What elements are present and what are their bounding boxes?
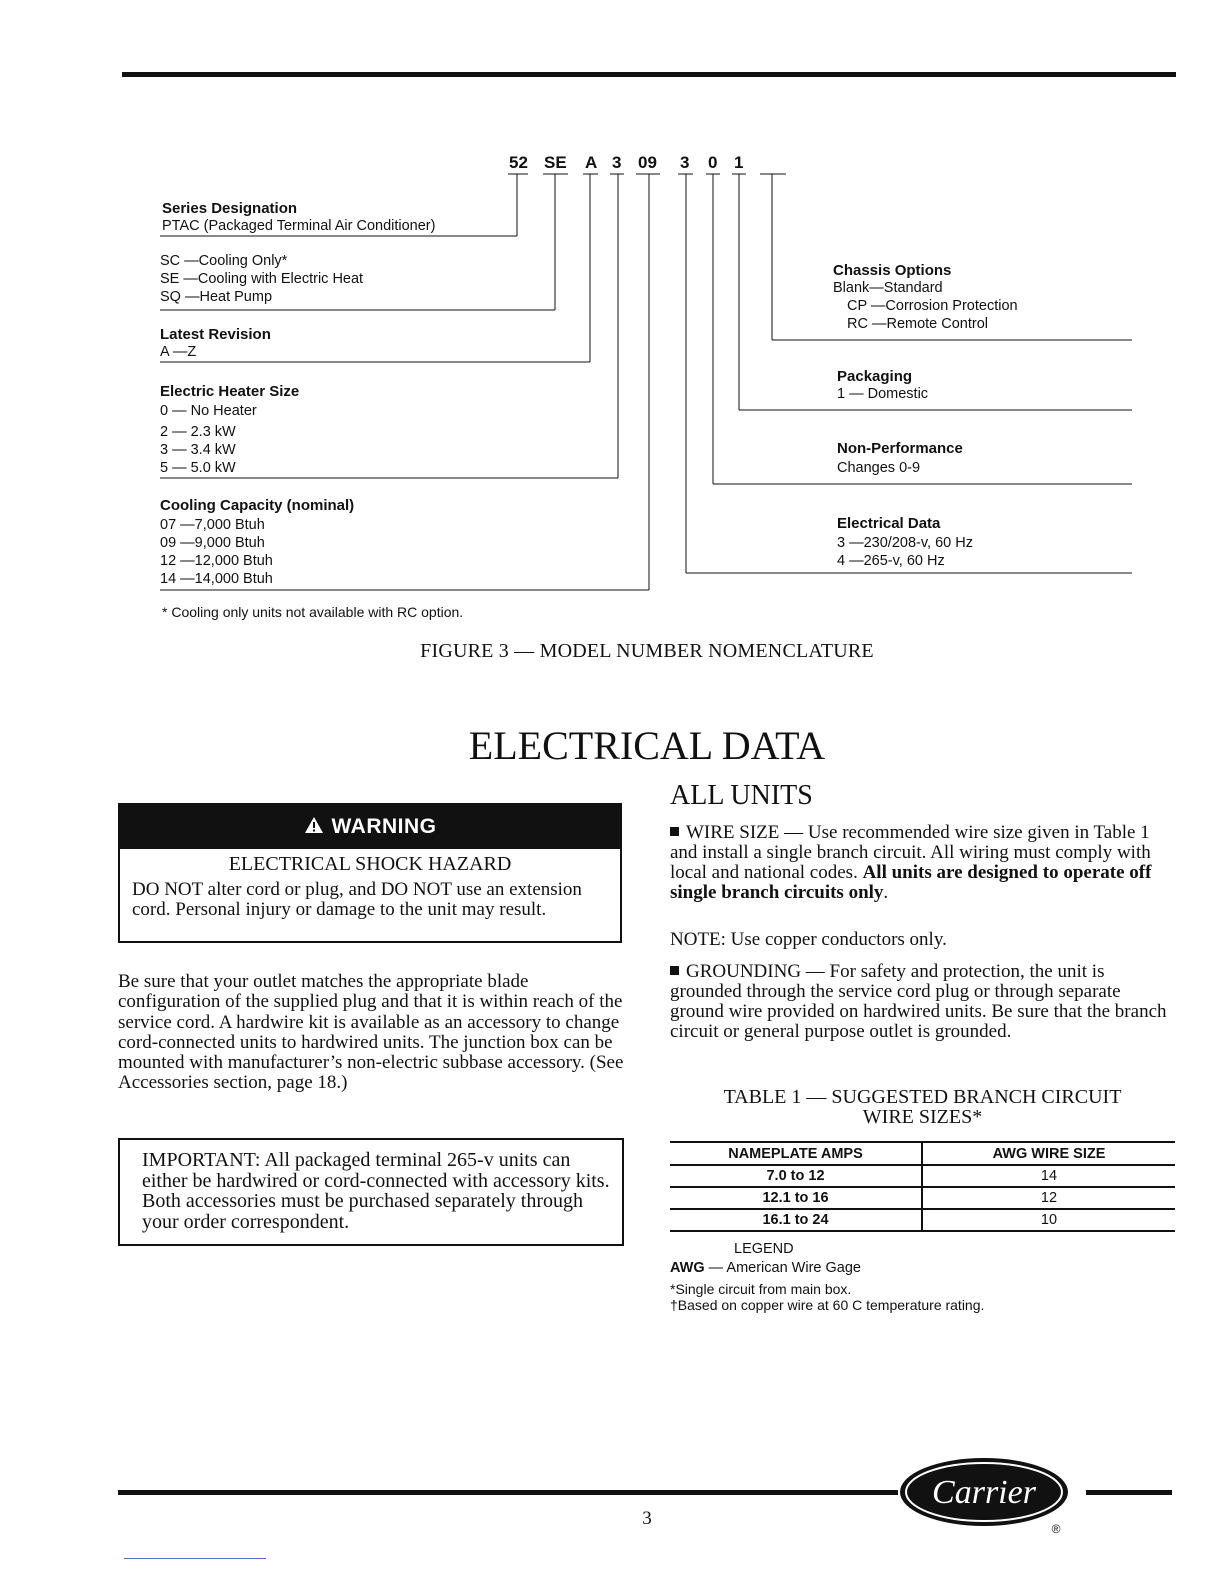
code-char: 3 <box>680 153 690 172</box>
table-cell: 7.0 to 12 <box>670 1165 922 1187</box>
heater-line: 5 — 5.0 kW <box>160 460 236 476</box>
nonperformance-line: Changes 0-9 <box>837 460 921 476</box>
heater-line: 3 — 3.4 kW <box>160 442 236 458</box>
electrical-line: 4 —265-v, 60 Hz <box>837 553 945 569</box>
wire-size-bold-text: All units are designed to operate off single branch circuits only <box>670 862 1152 903</box>
type-block <box>160 252 363 306</box>
legend-def: — American Wire Gage <box>708 1260 861 1276</box>
type-line: SQ —Heat Pump <box>160 289 273 305</box>
capacity-line: 07 —7,000 Btuh <box>160 517 265 533</box>
nonperformance-block <box>837 440 963 477</box>
heater-line: 2 — 2.3 kW <box>160 424 236 440</box>
warning-header <box>120 805 620 849</box>
chassis-line: RC —Remote Control <box>847 316 989 332</box>
warning-label: WARNING <box>331 815 437 838</box>
logo-text: Carrier <box>932 1474 1036 1511</box>
chassis-line: Blank—Standard <box>833 280 943 296</box>
heater-line: 0 — No Heater <box>160 403 257 419</box>
table-caption-line: TABLE 1 — SUGGESTED BRANCH CIRCUIT <box>723 1086 1122 1108</box>
legend-entry <box>670 1259 984 1278</box>
table-legend <box>670 1240 984 1313</box>
electrical-title: Electrical Data <box>837 515 941 532</box>
legend-title: LEGEND <box>734 1241 794 1257</box>
copper-note: NOTE: Use copper conductors only. <box>670 929 947 950</box>
bullet-icon <box>670 966 679 975</box>
all-units-heading: ALL UNITS <box>670 780 813 811</box>
electrical-data-block <box>837 515 973 570</box>
important-box: IMPORTANT: All packaged terminal 265-v units can either be hardwired or cord-connected with accessory kits. Both accessories must be purchased separately through your order correspondent. <box>118 1138 624 1246</box>
nomenclature-footnote: * Cooling only units not available with RC option. <box>162 604 464 620</box>
code-char: A <box>585 153 598 172</box>
table-note: *Single circuit from main box. <box>670 1281 852 1297</box>
nonperformance-title: Non-Performance <box>837 440 963 457</box>
warning-subtitle: ELECTRICAL SHOCK HAZARD <box>228 853 512 875</box>
capacity-line: 14 —14,000 Btuh <box>160 571 273 587</box>
wire-size-text: WIRE SIZE — Use recommended wire size given in Table 1 and install a single branch circuit. All wiring must comply with local and national codes. <box>670 822 1151 883</box>
capacity-block <box>160 497 354 588</box>
code-char: SE <box>544 153 567 172</box>
outlet-paragraph: Be sure that your outlet matches the appropriate blade configuration of the supplied plug and that it is within reach of the service cord. A hardwire kit is available as an accessory to change cord-connected units to hardwired units. The junction box can be mounted with manufacturer’s non-electric subbase accessory. (See Accessories section, page 18.) <box>118 971 624 1094</box>
type-line: SE —Cooling with Electric Heat <box>160 271 364 287</box>
chassis-block <box>833 262 1018 333</box>
section-title: ELECTRICAL DATA <box>468 723 826 768</box>
packaging-block <box>837 368 928 403</box>
table-note: †Based on copper wire at 60 C temperature rating. <box>670 1297 985 1313</box>
capacity-line: 09 —9,000 Btuh <box>160 535 265 551</box>
wire-size-end: . <box>883 882 889 903</box>
heater-block <box>160 383 299 477</box>
grounding-paragraph <box>670 962 1178 1042</box>
registered-mark: ® <box>1051 1522 1061 1535</box>
packaging-line: 1 — Domestic <box>837 386 929 402</box>
decorative-blue-line <box>124 1558 266 1559</box>
packaging-title: Packaging <box>837 368 913 385</box>
legend-abbr: AWG <box>670 1260 705 1276</box>
electrical-line: 3 —230/208-v, 60 Hz <box>837 535 973 551</box>
chassis-line: CP —Corrosion Protection <box>847 298 1018 314</box>
table-cell: 16.1 to 24 <box>670 1209 922 1231</box>
carrier-logo <box>898 1455 1078 1535</box>
code-char: 3 <box>612 153 622 172</box>
table-row <box>670 1187 1175 1209</box>
chassis-title: Chassis Options <box>833 262 952 279</box>
table-row <box>670 1165 1175 1187</box>
table-row <box>670 1209 1175 1231</box>
page-number: 3 <box>642 1508 652 1529</box>
wire-size-paragraph <box>670 823 1178 903</box>
code-char: 0 <box>708 153 718 172</box>
code-char: 52 <box>509 153 528 172</box>
type-line: SC —Cooling Only* <box>160 253 288 269</box>
column-header: AWG WIRE SIZE <box>922 1142 1175 1165</box>
revision-line: A —Z <box>160 344 197 360</box>
heater-title: Electric Heater Size <box>160 383 300 400</box>
wire-size-table <box>670 1141 1175 1232</box>
revision-title: Latest Revision <box>160 326 271 343</box>
table-cell: 10 <box>922 1209 1175 1231</box>
column-header: NAMEPLATE AMPS <box>670 1142 922 1165</box>
capacity-line: 12 —12,000 Btuh <box>160 553 273 569</box>
warning-body: DO NOT alter cord or plug, and DO NOT use an extension cord. Personal injury or damage to the unit may result. <box>132 879 582 920</box>
series-line: PTAC (Packaged Terminal Air Conditioner) <box>162 218 436 234</box>
table-header-row <box>670 1142 1175 1165</box>
table-caption <box>670 1087 1175 1127</box>
warning-box <box>118 803 622 943</box>
bullet-icon <box>670 827 679 836</box>
warning-triangle-icon <box>304 816 324 839</box>
code-char: 09 <box>638 153 657 172</box>
table-caption-line: WIRE SIZES* <box>862 1106 983 1128</box>
revision-block <box>160 326 271 361</box>
code-char: 1 <box>734 153 744 172</box>
bottom-rule-left <box>118 1490 898 1495</box>
table-cell: 14 <box>922 1165 1175 1187</box>
table-cell: 12 <box>922 1187 1175 1209</box>
grounding-text: GROUNDING — For safety and protection, the unit is grounded through the service cord plug or through separate ground wire provided on hardwired units. Be sure that the branch circuit or general purpose outlet is grounded. <box>670 961 1167 1042</box>
table-cell: 12.1 to 16 <box>670 1187 922 1209</box>
bottom-rule-right <box>1086 1490 1172 1495</box>
capacity-title: Cooling Capacity (nominal) <box>160 497 355 514</box>
figure-caption: FIGURE 3 — MODEL NUMBER NOMENCLATURE <box>420 640 874 662</box>
series-designation-block <box>162 200 435 235</box>
series-title: Series Designation <box>162 200 298 217</box>
